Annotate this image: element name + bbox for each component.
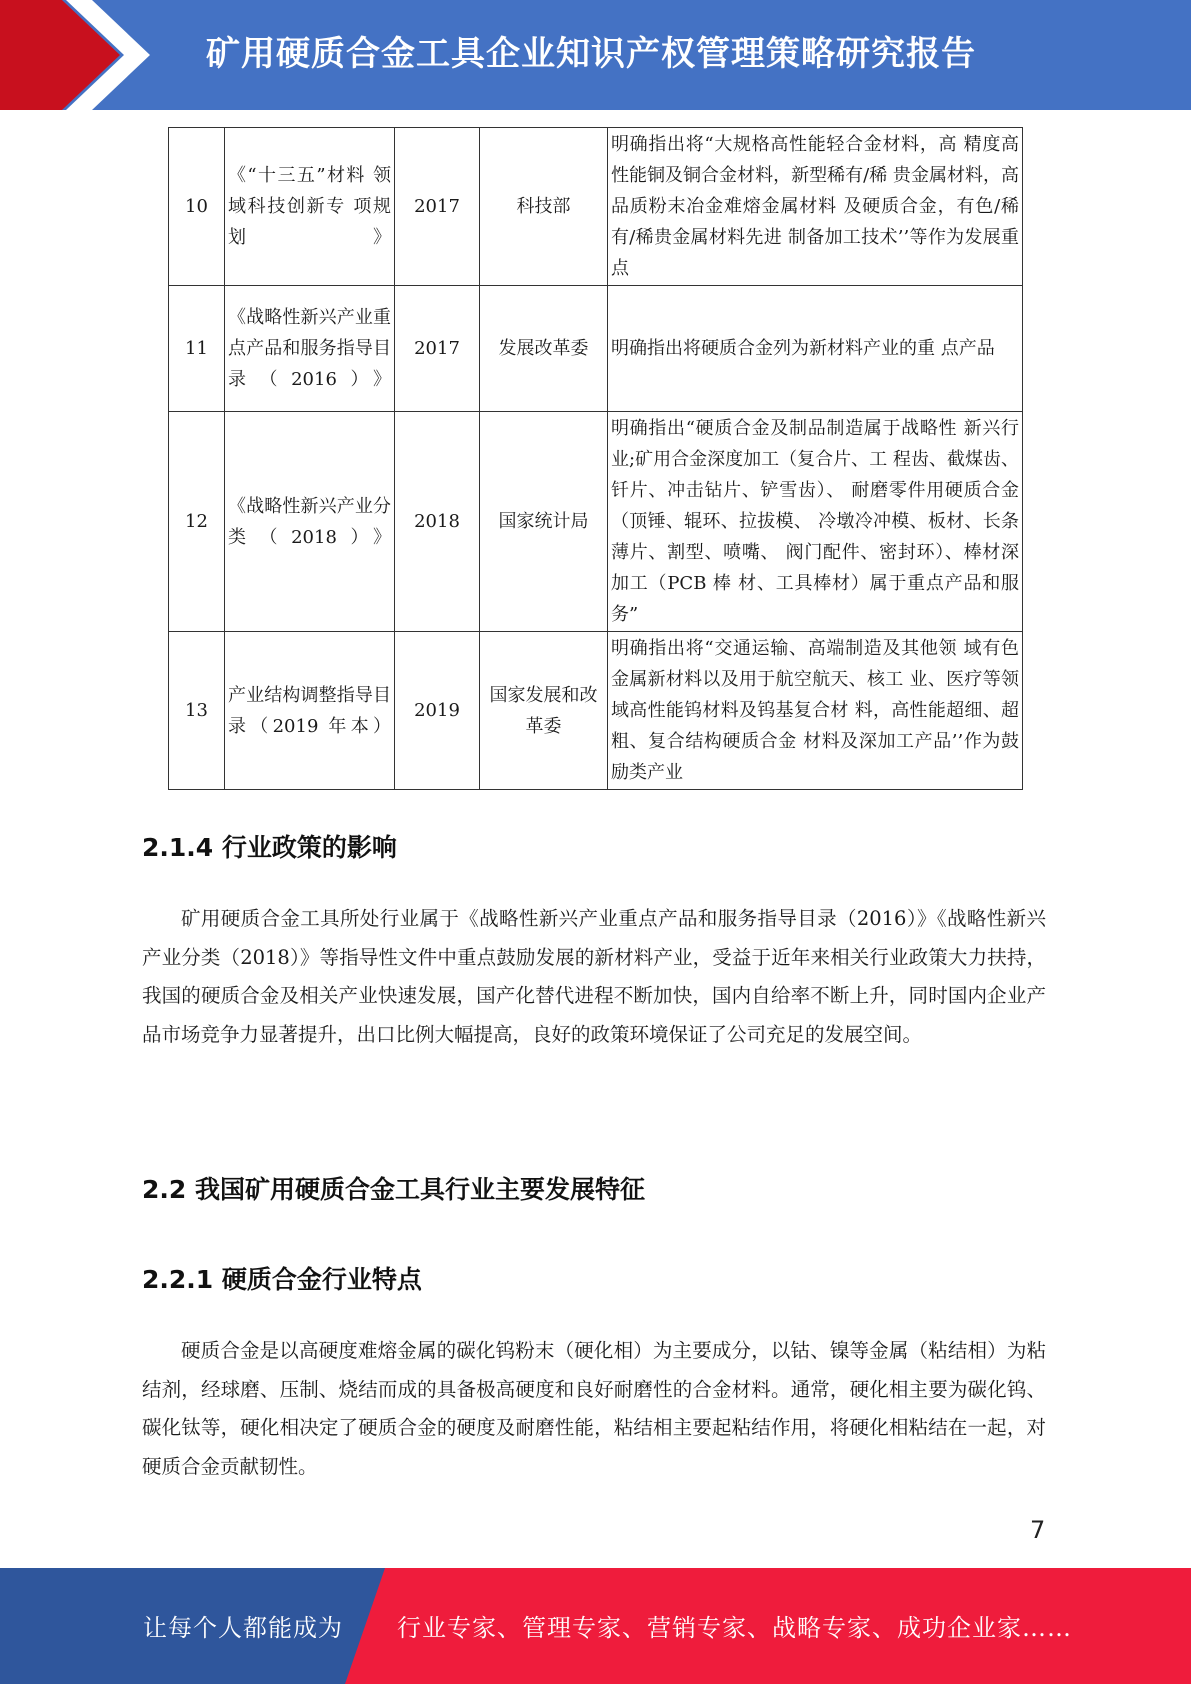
footer-slogan-right: 行业专家、管理专家、营销专家、战略专家、成功企业家…… bbox=[397, 1614, 1072, 1642]
policy-name: 《战略性新兴产业重点产品和服务指导目录（2016）》 bbox=[225, 286, 395, 412]
policy-name: 《战略性新兴产业分类（2018）》 bbox=[225, 412, 395, 632]
issuing-department: 科技部 bbox=[480, 128, 608, 286]
section-heading-2-1-4: 2.1.4 行业政策的影响 bbox=[142, 833, 397, 862]
row-number: 11 bbox=[169, 286, 225, 412]
policy-year: 2018 bbox=[395, 412, 480, 632]
row-number: 13 bbox=[169, 632, 225, 790]
footer-slogan-left: 让每个人都能成为 bbox=[143, 1614, 343, 1642]
row-number: 10 bbox=[169, 128, 225, 286]
header-arrow-decoration bbox=[0, 0, 200, 110]
page-footer bbox=[0, 1568, 1191, 1684]
policy-name: 《“十三五”材料 领域科技创新专 项规划》 bbox=[225, 128, 395, 286]
policy-description: 明确指出“硬质合金及制品制造属于战略性 新兴行业;矿用合金深度加工（复合片、工 程齿、截煤齿、钎片、冲击钻片、铲雪齿）、 耐磨零件用硬质合金（顶锤、辊环、拉拔模、 冷墩冷冲模、板材、长条薄片、割型、喷嘴、 阀门配件、密封环）、棒材深加工（PCB 棒 材、工具棒材）属于重点产品和服务” bbox=[608, 412, 1023, 632]
issuing-department: 国家发展和改革委 bbox=[480, 632, 608, 790]
page-header bbox=[0, 0, 1191, 110]
section-paragraph-2-1-4: 矿用硬质合金工具所处行业属于《战略性新兴产业重点产品和服务指导目录（2016）》《战略性新兴产业分类（2018）》等指导性文件中重点鼓励发展的新材料产业，受益于近年来相关行业政策大力扶持，我国的硬质合金及相关产业快速发展，国产化替代进程不断加快，国内自给率不断上升，同时国内企业产品市场竞争力显著提升，出口比例大幅提高，良好的政策环境保证了公司充足的发展空间。 bbox=[142, 907, 1046, 1046]
policy-description: 明确指出将“交通运输、高端制造及其他领 域有色金属新材料以及用于航空航天、核工 业、医疗等领域高性能钨材料及钨基复合材 料，高性能超细、超粗、复合结构硬质合金 材料及深加工产品’’作为鼓励类产业 bbox=[608, 632, 1023, 790]
report-title: 矿用硬质合金工具企业知识产权管理策略研究报告 bbox=[206, 34, 976, 74]
policy-year: 2017 bbox=[395, 286, 480, 412]
policy-table bbox=[168, 127, 1023, 790]
section-paragraph-2-2-1: 硬质合金是以高硬度难熔金属的碳化钨粉末（硬化相）为主要成分，以钴、镍等金属（粘结相）为粘结剂，经球磨、压制、烧结而成的具备极高硬度和良好耐磨性的合金材料。通常，硬化相主要为碳化钨、碳化钛等，硬化相决定了硬质合金的硬度及耐磨性能，粘结相主要起粘结作用，将硬化相粘结在一起，对硬质合金贡献韧性。 bbox=[142, 1339, 1046, 1478]
policy-name: 产业结构调整指导目录（2019 年本） bbox=[225, 632, 395, 790]
section-heading-2-2: 2.2 我国矿用硬质合金工具行业主要发展特征 bbox=[142, 1175, 645, 1204]
table-row bbox=[169, 286, 1023, 412]
table-row bbox=[169, 632, 1023, 790]
page-number: 7 bbox=[1030, 1516, 1046, 1544]
policy-year: 2019 bbox=[395, 632, 480, 790]
issuing-department: 国家统计局 bbox=[480, 412, 608, 632]
policy-year: 2017 bbox=[395, 128, 480, 286]
policy-description: 明确指出将“大规格高性能轻合金材料，高 精度高性能铜及铜合金材料，新型稀有/稀 贵金属材料，高品质粉末冶金难熔金属材料 及硬质合金，有色/稀有/稀贵金属材料先进 制备加工技术’’等作为发展重点 bbox=[608, 128, 1023, 286]
table-row bbox=[169, 412, 1023, 632]
section-heading-2-2-1: 2.2.1 硬质合金行业特点 bbox=[142, 1265, 422, 1294]
table-row bbox=[169, 128, 1023, 286]
issuing-department: 发展改革委 bbox=[480, 286, 608, 412]
policy-description: 明确指出将硬质合金列为新材料产业的重 点产品 bbox=[608, 286, 1023, 412]
row-number: 12 bbox=[169, 412, 225, 632]
